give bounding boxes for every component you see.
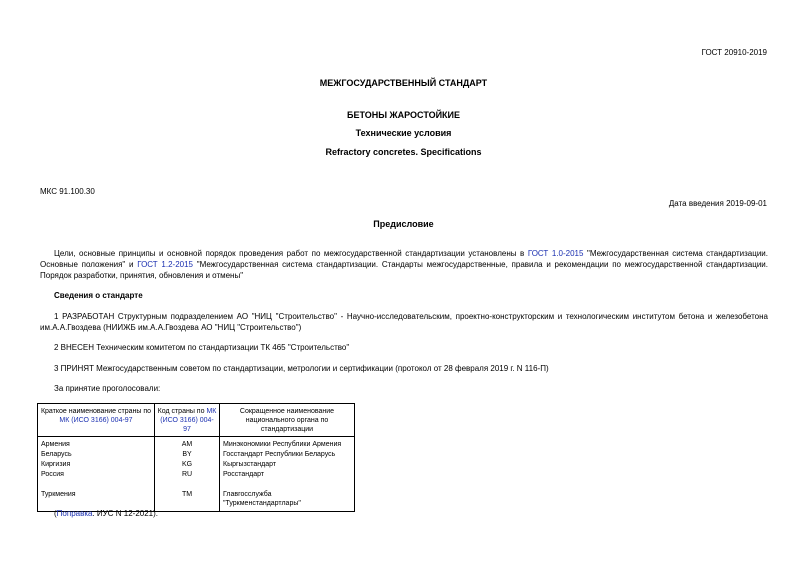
doc-code: ГОСТ 20910-2019 <box>701 48 767 57</box>
vote-intro: За принятие проголосовали: <box>54 384 161 393</box>
gost-1-0-link[interactable]: ГОСТ 1.0-2015 <box>527 249 584 258</box>
country-name: Туркмения <box>38 490 155 512</box>
country-code: TM <box>155 490 220 512</box>
national-body <box>220 480 355 490</box>
title-ru: БЕТОНЫ ЖАРОСТОЙКИЕ <box>346 110 461 120</box>
gost-1-2-link[interactable]: ГОСТ 1.2-2015 <box>137 260 193 269</box>
country-code: AM <box>155 437 220 451</box>
preface-text-1: Цели, основные принципы и основной порядок проведения работ по межгосударственной стандартизации установлены в <box>54 249 528 258</box>
amendment-text: . ИУС N 12-2021). <box>92 509 159 518</box>
header-country-link[interactable]: МК (ИСО 3166) 004-97 <box>59 417 133 424</box>
intro-date: Дата введения 2019-09-01 <box>668 199 767 208</box>
header-country-text: Краткое наименование страны по <box>40 408 152 415</box>
subtitle-ru: Технические условия <box>355 128 452 138</box>
national-body: Главгосслужба "Туркменстандартлары" <box>220 490 355 512</box>
preface-paragraph <box>40 248 768 281</box>
table-row <box>38 437 355 451</box>
country-name: Армения <box>38 437 155 451</box>
country-code: RU <box>155 470 220 480</box>
item-submitted: 2 ВНЕСЕН Техническим комитетом по стандартизации ТК 465 "Строительство" <box>54 343 350 352</box>
country-name <box>38 480 155 490</box>
header-country-name <box>38 404 155 437</box>
voting-table <box>37 403 355 512</box>
country-name: Беларусь <box>38 450 155 460</box>
national-body: Росстандарт <box>220 470 355 480</box>
header-code-text: Код страны по <box>157 408 207 415</box>
country-name: Киргизия <box>38 460 155 470</box>
standard-type: МЕЖГОСУДАРСТВЕННЫЙ СТАНДАРТ <box>319 78 488 88</box>
title-en: Refractory concretes. Specifications <box>325 147 482 157</box>
item-developed: 1 РАЗРАБОТАН Структурным подразделением АО "НИЦ "Строительство" - Научно-исследовательским, проектно-конструкторским и технологическим институтом бетона и железобетона им.А.А.Гвоздева (НИИЖБ им.А.А.Гвоздева АО "НИЦ "Строительство") <box>40 312 768 332</box>
table-row <box>38 450 355 460</box>
info-heading: Сведения о стандарте <box>54 291 143 300</box>
header-country-code <box>155 404 220 437</box>
national-body: Минэкономики Республики Армения <box>220 437 355 451</box>
preface-text-2: "Межгосударственная система стандартизации. Основные положения" и <box>40 249 768 269</box>
country-code <box>155 480 220 490</box>
table-row <box>38 470 355 480</box>
amendment-note <box>54 509 158 518</box>
national-body: Госстандарт Республики Беларусь <box>220 450 355 460</box>
national-body: Кыргызстандарт <box>220 460 355 470</box>
header-national-body: Сокращенное наименование национального органа по стандартизации <box>220 404 355 437</box>
preface-text-3: "Межгосударственная система стандартизации. Стандарты межгосударственные, правила и рекомендации по межгосударственной стандартизации. Порядок разработки, принятия, обновления и отмены" <box>40 260 768 280</box>
country-code: KG <box>155 460 220 470</box>
item-adopted: 3 ПРИНЯТ Межгосударственным советом по стандартизации, метрологии и сертификации (протокол от 28 февраля 2019 г. N 116-П) <box>54 364 549 373</box>
amendment-link[interactable]: Поправка <box>56 509 93 518</box>
mks-code: МКС 91.100.30 <box>40 187 95 196</box>
country-name: Россия <box>38 470 155 480</box>
header-code-link[interactable]: МК (ИСО 3166) 004-97 <box>160 408 217 433</box>
table-row <box>38 480 355 490</box>
table-row <box>38 460 355 470</box>
amendment-open: ( <box>54 509 57 518</box>
section-title: Предисловие <box>373 219 434 229</box>
country-code: BY <box>155 450 220 460</box>
